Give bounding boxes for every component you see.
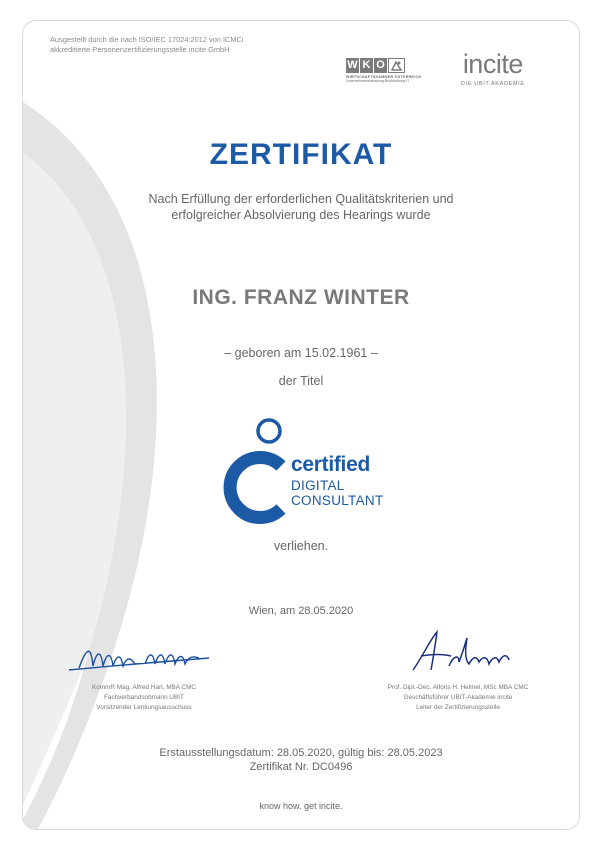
title-label: der Titel — [278, 374, 324, 388]
intro-line-1: Nach Erfüllung der erforderlichen Qualitätskriterien und — [148, 192, 454, 206]
accreditation-line-1: Ausgestellt durch die nach ISO/IEC 17024:2012 von ICMCi — [50, 35, 244, 44]
signature-right-icon — [373, 626, 543, 678]
wko-letter-o: O — [374, 58, 387, 73]
badge-certified-text: certified — [291, 453, 370, 476]
certificate-intro — [23, 191, 579, 223]
signatory-right-role-2: Leiter der Zertifizierungsstelle — [416, 704, 500, 711]
incite-wordmark: incite — [462, 49, 523, 79]
issue-info — [23, 746, 579, 774]
certificate-number: Zertifikat Nr. DC0496 — [249, 761, 353, 773]
signature-left-icon — [59, 636, 229, 678]
badge-line-1: DIGITAL — [291, 478, 345, 493]
incite-logo — [461, 49, 525, 87]
certified-badge-icon — [219, 414, 299, 524]
accreditation-line-2: akkreditierte Personenzertifizierungsstelle incite GmbH — [50, 45, 230, 54]
issue-dates: Erstausstellungsdatum: 28.05.2020, gültig bis: 28.05.2023 — [159, 747, 443, 759]
accreditation-note — [50, 35, 244, 55]
signature-block-right — [363, 626, 553, 713]
signatory-left-role-1: Fachverbandsobmann UBIT — [104, 694, 184, 701]
recipient-name: ING. FRANZ WINTER — [192, 286, 410, 309]
incite-tagline: DIE UBIT.AKADEMIE — [461, 81, 525, 87]
certificate-title: ZERTIFIKAT — [209, 138, 393, 171]
wko-emblem-icon — [388, 58, 405, 73]
place-date: Wien, am 28.05.2020 — [248, 605, 354, 617]
slogan: know how. get incite. — [259, 801, 343, 811]
wko-letter-w: W — [347, 59, 358, 71]
signatory-left-role-2: Vorsitzender Lenkungsausschuss — [96, 704, 192, 711]
wko-logo — [346, 58, 421, 83]
signatory-left-name: KommR Mag. Alfred Harl, MBA CMC — [91, 684, 197, 691]
wko-subline-2: Unternehmensberatung·Buchhaltung·IT — [346, 79, 410, 83]
badge-line-2: CONSULTANT — [291, 493, 384, 508]
awarded-text: verliehen. — [273, 539, 329, 553]
birth-date: – geboren am 15.02.1961 – — [224, 346, 378, 360]
signature-block-left — [49, 636, 239, 713]
certificate-frame — [22, 20, 580, 830]
intro-line-2: erfolgreicher Absolvierung des Hearings wurde — [171, 208, 431, 222]
wko-subline-1: WIRTSCHAFTSKAMMER ÖSTERREICH — [346, 75, 422, 79]
signatory-right-name: Prof. Dipl.-Oec. Alfons H. Helmel, MSc MBA CMC — [387, 684, 529, 691]
signatory-right-role-1: Geschäftsführer UBIT-Akademie incite — [403, 694, 513, 701]
wko-letter-k: K — [360, 58, 373, 73]
